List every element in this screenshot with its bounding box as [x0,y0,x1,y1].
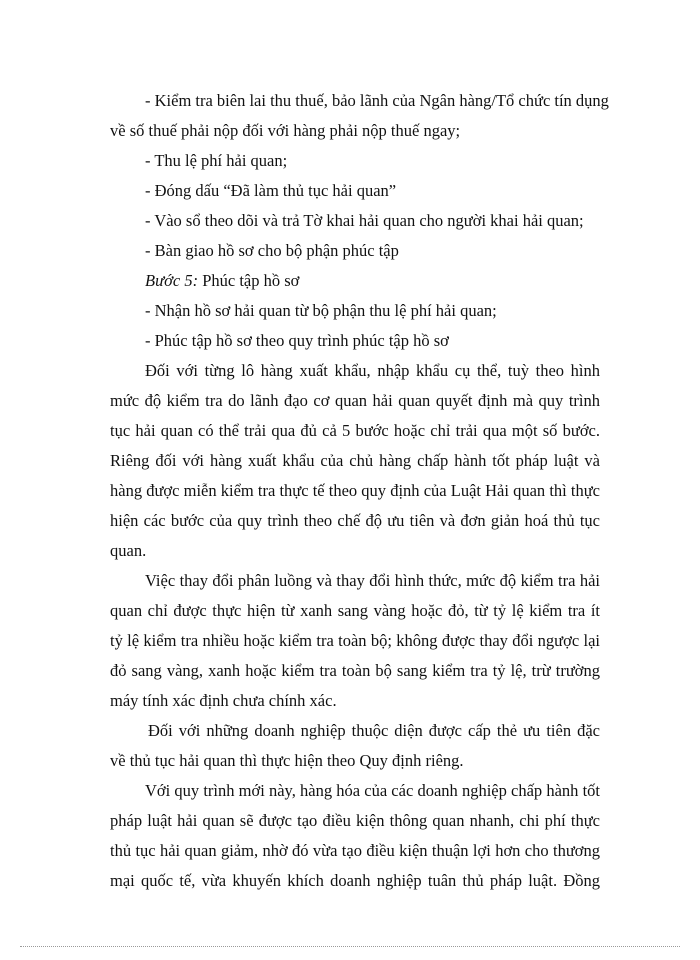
paragraph-line: máy tính xác định chưa chính xác. [110,691,337,710]
paragraph-line: pháp luật hải quan sẽ được tạo điều kiện thông quan nhanh, chi phí thực [110,811,600,830]
paragraph-line: Riêng đối với hàng xuất khẩu của chủ hàng chấp hành tốt pháp luật và [110,451,600,470]
paragraph-line: quan chỉ được thực hiện từ xanh sang vàng hoặc đỏ, từ tỷ lệ kiểm tra ít [110,601,600,620]
document-body [110,86,609,896]
step-5-label: Bước 5: [145,271,199,290]
paragraph-line: mức độ kiểm tra do lãnh đạo cơ quan hải quan quyết định mà quy trình [110,391,600,410]
paragraph-line: thủ tục hải quan giảm, nhờ đó vừa tạo điều kiện thuận lợi hơn cho thương [110,841,600,860]
step-5-title: Phúc tập hồ sơ [198,271,300,290]
paragraph-line: hiện các bước của quy trình theo chế độ ưu tiên và đơn giản hoá thủ tục [110,511,600,530]
paragraph-line: Việc thay đổi phân luồng và thay đổi hình thức, mức độ kiểm tra hải [145,571,600,590]
page-bottom-rule [20,946,680,947]
paragraph-line: tục hải quan có thể trải qua đủ cả 5 bước hoặc chỉ trải qua một số bước. [110,421,600,440]
bullet-stamp: - Đóng dấu “Đã làm thủ tục hải quan” [145,181,397,200]
paragraph-line: hàng được miễn kiểm tra thực tế theo quy định của Luật Hải quan thì thực [110,481,600,500]
bullet-receive-dossier: - Nhận hồ sơ hải quan từ bộ phận thu lệ phí hải quan; [145,301,497,320]
bullet-collect-fee: - Thu lệ phí hải quan; [145,151,288,170]
text-line: về số thuế phải nộp đối với hàng phải nộp thuế ngay; [110,121,461,140]
paragraph-line: Đối với những doanh nghiệp thuộc diện được cấp thẻ ưu tiên đặc [148,721,600,740]
paragraph-line: tỷ lệ kiểm tra nhiều hoặc kiểm tra toàn bộ; không được thay đổi ngược lại [110,631,600,650]
bullet-handover: - Bàn giao hồ sơ cho bộ phận phúc tập [145,241,399,260]
bullet-review-dossier: - Phúc tập hồ sơ theo quy trình phúc tập hồ sơ [145,331,449,350]
bullet-check-receipt: - Kiểm tra biên lai thu thuế, bảo lãnh của Ngân hàng/Tổ chức tín dụng [145,91,609,110]
bullet-record-return: - Vào sổ theo dõi và trả Tờ khai hải quan cho người khai hải quan; [145,211,584,230]
paragraph-line: quan. [110,541,147,560]
paragraph-line: Đối với từng lô hàng xuất khẩu, nhập khẩu cụ thể, tuỳ theo hình [145,361,600,380]
paragraph-line: mại quốc tế, vừa khuyến khích doanh nghiệp tuân thủ pháp luật. Đồng [110,871,600,890]
paragraph-line: về thủ tục hải quan thì thực hiện theo Quy định riêng. [110,751,464,770]
step-5-heading [110,266,600,296]
paragraph-line: Với quy trình mới này, hàng hóa của các doanh nghiệp chấp hành tốt [145,781,600,800]
paragraph-line: đỏ sang vàng, xanh hoặc kiểm tra toàn bộ sang kiểm tra tỷ lệ, trừ trường [110,661,600,680]
